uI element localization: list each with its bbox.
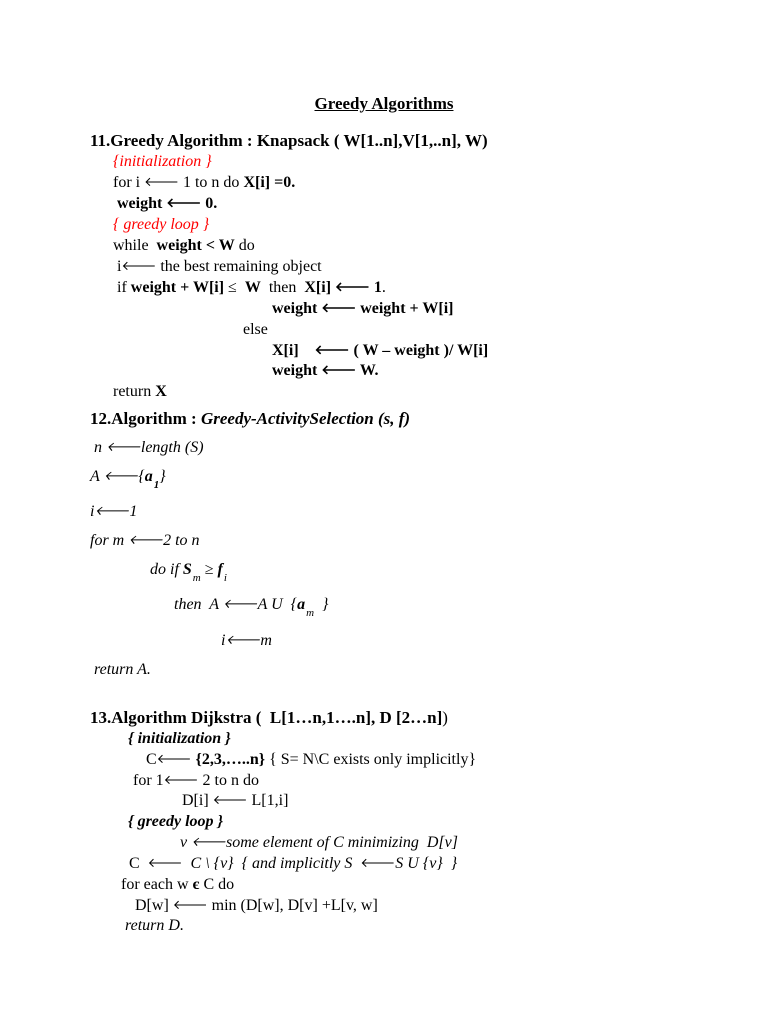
left-arrow-icon: 🡐 [191,835,226,850]
left-arrow-icon: 🡐 [163,773,199,788]
knapsack-init-comment: {initialization } [113,153,212,170]
knapsack-while-line: while weight < W do [113,237,255,254]
dijkstra-c-line: C🡐 {2,3,…..n} { S= N\C exists only implicitly} [146,751,477,768]
knapsack-else: else [243,321,268,338]
left-arrow-icon: 🡐 [321,363,357,378]
activity-im-line: i🡐m [221,632,272,649]
dijkstra-foreach-line: for each w є C do [121,876,235,893]
knapsack-else-x: X[i] 🡐 ( W – weight )/ W[i] [272,342,489,359]
left-arrow-icon: 🡐 [166,196,202,211]
left-arrow-icon: 🡐 [128,533,164,548]
activity-i-line: i🡐1 [90,503,138,520]
left-arrow-icon: 🡐 [147,856,183,871]
dijkstra-for-line: for 1🡐 2 to n do [133,772,259,789]
dijkstra-c-update-line: C 🡐 C \ {v} { and implicitly S 🡐S U {v} } [129,855,458,872]
left-arrow-icon: 🡐 [94,504,130,519]
dijkstra-heading: 13.Algorithm Dijkstra ( L[1…n,1….n], D [2…n]) [90,708,448,727]
left-arrow-icon: 🡐 [225,633,261,648]
knapsack-heading: 11.Greedy Algorithm : Knapsack ( W[1..n],V[1,..n], W) [90,131,488,150]
left-arrow-icon: 🡐 [106,440,141,455]
knapsack-select-line: i🡐 the best remaining object [117,258,322,275]
left-arrow-icon: 🡐 [172,898,208,913]
left-arrow-icon: 🡐 [314,343,350,358]
knapsack-for-line: for i 🡐 1 to n do X[i] =0. [113,174,296,191]
left-arrow-icon: 🡐 [321,301,357,316]
left-arrow-icon: 🡐 [103,469,139,484]
knapsack-then-weight: weight 🡐 weight + W[i] [272,300,454,317]
left-arrow-icon: 🡐 [212,793,248,808]
left-arrow-icon: 🡐 [156,752,192,767]
page-title: Greedy Algorithms [314,94,454,113]
knapsack-weight-init: weight 🡐 0. [117,195,218,212]
knapsack-if-line: if weight + W[i] ≤ W then X[i] 🡐 1. [117,279,386,296]
dijkstra-v-line: v 🡐some element of C minimizing D[v] [180,834,458,851]
dijkstra-return: return D. [125,917,184,934]
activity-heading: 12.Algorithm : Greedy-ActivitySelection (s, f) [90,409,411,428]
activity-doif-line: do if $S_m \ge f_i$ [150,561,227,584]
left-arrow-icon: 🡐 [360,856,396,871]
activity-then-line: then A 🡐A U {$a_m$ } [174,596,329,619]
activity-a-line: A $🡐\{a_1\}$ [90,468,166,491]
activity-return: return A. [94,661,151,678]
dijkstra-loop-comment: { greedy loop } [128,813,224,830]
left-arrow-icon: 🡐 [222,597,258,612]
activity-n-line: n 🡐length (S) [94,439,204,456]
activity-for-line: for m 🡐2 to n [90,532,200,549]
left-arrow-icon: 🡐 [335,280,370,295]
left-arrow-icon: 🡐 [121,259,157,274]
knapsack-loop-comment: { greedy loop } [113,216,210,233]
dijkstra-dw-line: D[w] 🡐 min (D[w], D[v] +L[v, w] [135,897,378,914]
left-arrow-icon: 🡐 [144,175,179,190]
dijkstra-init-comment: { initialization } [128,730,231,747]
dijkstra-d-line: D[i] 🡐 L[1,i] [182,792,289,809]
knapsack-return: return X [113,383,167,400]
knapsack-else-weight: weight 🡐 W. [272,362,379,379]
